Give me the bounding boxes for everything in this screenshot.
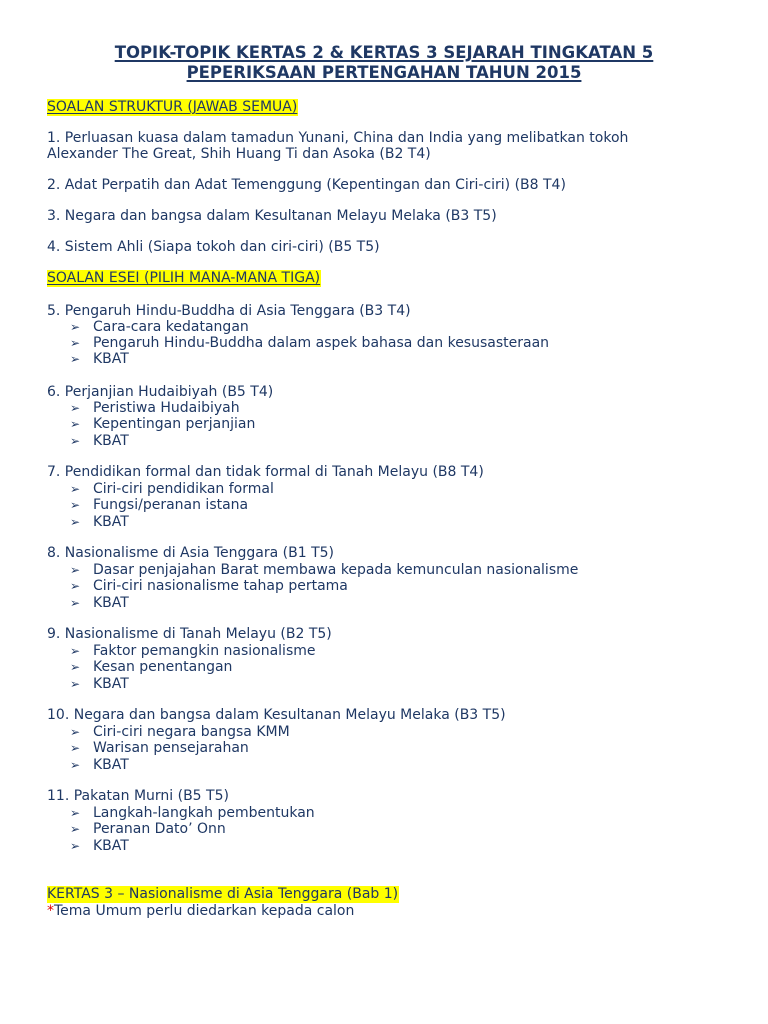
section-heading-kertas3: KERTAS 3 – Nasionalisme di Asia Tenggara (Bab 1)	[47, 886, 399, 902]
esei-item-10-title: 10. Negara dan bangsa dalam Kesultanan Melayu Melaka (B3 T5)	[47, 707, 506, 723]
arrowhead-bullet-icon: ➢	[70, 482, 81, 496]
esei-item-6-title: 6. Perjanjian Hudaibiyah (B5 T4)	[47, 384, 274, 400]
esei-item-6-sub-3: ➢ KBAT	[70, 433, 129, 449]
arrowhead-bullet-icon: ➢	[70, 563, 81, 577]
arrowhead-bullet-icon: ➢	[70, 515, 81, 529]
esei-item-8-sub-2: ➢ Ciri-ciri nasionalisme tahap pertama	[70, 578, 348, 594]
struktur-item-3: 3. Negara dan bangsa dalam Kesultanan Melayu Melaka (B3 T5)	[47, 208, 497, 224]
esei-item-11-sub-3: ➢ KBAT	[70, 838, 129, 854]
arrowhead-bullet-icon: ➢	[70, 644, 81, 658]
esei-item-5-sub-1: ➢ Cara-cara kedatangan	[70, 319, 249, 335]
struktur-item-1-line-2: Alexander The Great, Shih Huang Ti dan Asoka (B2 T4)	[47, 146, 431, 162]
esei-item-11-title: 11. Pakatan Murni (B5 T5)	[47, 788, 229, 804]
arrowhead-bullet-icon: ➢	[70, 822, 81, 836]
arrowhead-bullet-icon: ➢	[70, 320, 81, 334]
arrowhead-bullet-icon: ➢	[70, 596, 81, 610]
struktur-item-2: 2. Adat Perpatih dan Adat Temenggung (Kepentingan dan Ciri-ciri) (B8 T4)	[47, 177, 566, 193]
esei-item-7-sub-2: ➢ Fungsi/peranan istana	[70, 497, 249, 513]
arrowhead-bullet-icon: ➢	[70, 498, 81, 512]
esei-item-7-title: 7. Pendidikan formal dan tidak formal di Tanah Melayu (B8 T4)	[47, 464, 484, 480]
arrowhead-bullet-icon: ➢	[70, 660, 81, 674]
arrowhead-bullet-icon: ➢	[70, 839, 81, 853]
arrowhead-bullet-icon: ➢	[70, 725, 81, 739]
struktur-item-1-line-1: 1. Perluasan kuasa dalam tamadun Yunani, China dan India yang melibatkan tokoh	[47, 130, 629, 146]
arrowhead-bullet-icon: ➢	[70, 336, 81, 350]
esei-item-11-sub-2: ➢ Peranan Dato’ Onn	[70, 821, 226, 837]
esei-item-7-sub-3: ➢ KBAT	[70, 514, 129, 530]
esei-item-10-sub-1: ➢ Ciri-ciri negara bangsa KMM	[70, 724, 290, 740]
arrowhead-bullet-icon: ➢	[70, 741, 81, 755]
arrowhead-bullet-icon: ➢	[70, 677, 81, 691]
esei-item-6-sub-2: ➢ Kepentingan perjanjian	[70, 416, 256, 432]
arrowhead-bullet-icon: ➢	[70, 579, 81, 593]
arrowhead-bullet-icon: ➢	[70, 434, 81, 448]
section-heading-esei: SOALAN ESEI (PILIH MANA-MANA TIGA)	[47, 270, 321, 286]
esei-item-7-sub-1: ➢ Ciri-ciri pendidikan formal	[70, 481, 274, 497]
esei-item-5-title: 5. Pengaruh Hindu-Buddha di Asia Tenggara (B3 T4)	[47, 303, 411, 319]
document-title-line-1: TOPIK-TOPIK KERTAS 2 & KERTAS 3 SEJARAH TINGKATAN 5	[114, 43, 654, 62]
esei-item-9-title: 9. Nasionalisme di Tanah Melayu (B2 T5)	[47, 626, 332, 642]
esei-item-8-sub-1: ➢ Dasar penjajahan Barat membawa kepada kemunculan nasionalisme	[70, 562, 579, 578]
section-heading-struktur: SOALAN STRUKTUR (JAWAB SEMUA)	[47, 99, 298, 115]
struktur-item-4: 4. Sistem Ahli (Siapa tokoh dan ciri-ciri) (B5 T5)	[47, 239, 380, 255]
esei-item-5-sub-2: ➢ Pengaruh Hindu-Buddha dalam aspek bahasa dan kesusasteraan	[70, 335, 550, 351]
esei-item-9-sub-3: ➢ KBAT	[70, 676, 129, 692]
esei-item-9-sub-1: ➢ Faktor pemangkin nasionalisme	[70, 643, 316, 659]
arrowhead-bullet-icon: ➢	[70, 352, 81, 366]
arrowhead-bullet-icon: ➢	[70, 417, 81, 431]
esei-item-11-sub-1: ➢ Langkah-langkah pembentukan	[70, 805, 315, 821]
esei-item-8-title: 8. Nasionalisme di Asia Tenggara (B1 T5)	[47, 545, 334, 561]
esei-item-5-sub-3: ➢ KBAT	[70, 351, 129, 367]
esei-item-10-sub-2: ➢ Warisan pensejarahan	[70, 740, 249, 756]
document-title-line-2: PEPERIKSAAN PERTENGAHAN TAHUN 2015	[186, 63, 582, 82]
esei-item-8-sub-3: ➢ KBAT	[70, 595, 129, 611]
esei-item-9-sub-2: ➢ Kesan penentangan	[70, 659, 233, 675]
arrowhead-bullet-icon: ➢	[70, 806, 81, 820]
asterisk-marker: *	[47, 903, 54, 919]
esei-item-6-sub-1: ➢ Peristiwa Hudaibiyah	[70, 400, 240, 416]
kertas3-note: *Tema Umum perlu diedarkan kepada calon	[47, 903, 355, 919]
arrowhead-bullet-icon: ➢	[70, 401, 81, 415]
arrowhead-bullet-icon: ➢	[70, 758, 81, 772]
esei-item-10-sub-3: ➢ KBAT	[70, 757, 129, 773]
